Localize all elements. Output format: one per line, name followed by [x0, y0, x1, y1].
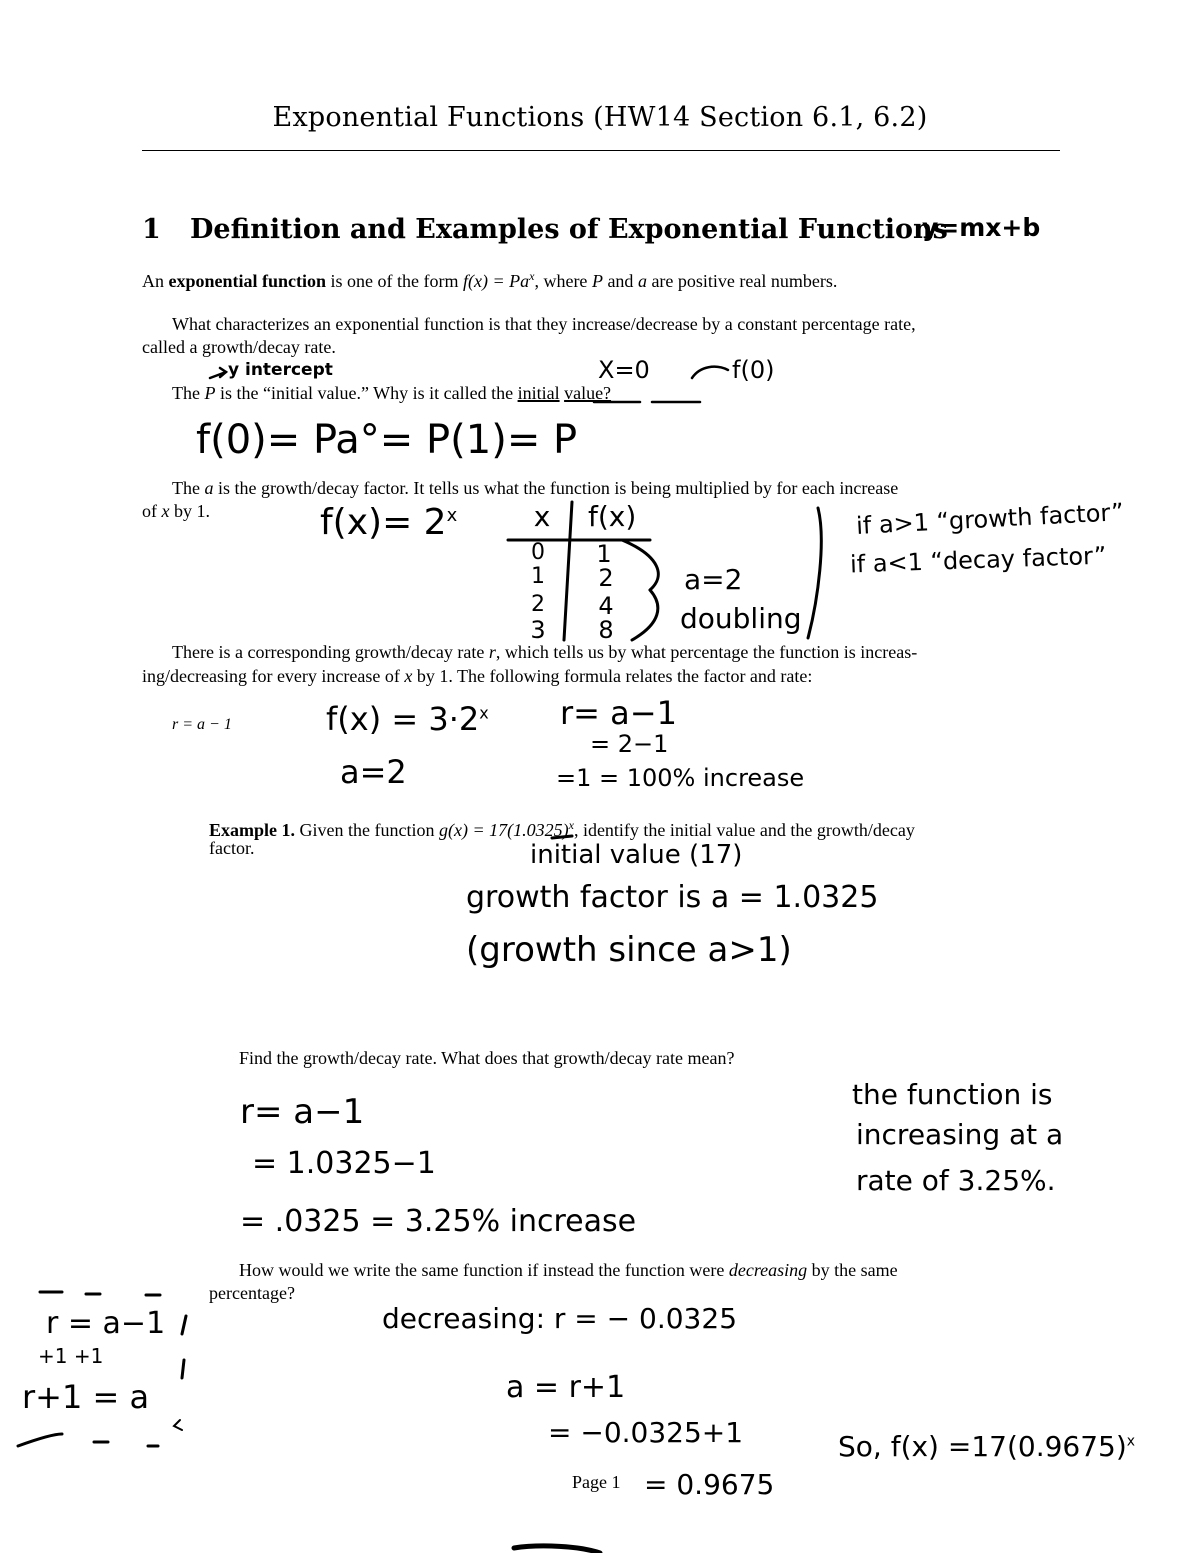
hw-slope-intercept: y=mx+b	[922, 213, 1041, 242]
example-1-line-1: Example 1. Given the function $g(x) = 17(1.0325)^x$, identify the initial value and the growth/decay	[209, 818, 915, 840]
how-line-1: How would we write the same function if instead the function were decreasing by the same	[239, 1260, 898, 1280]
factor-line-2: of x by 1.	[142, 501, 210, 521]
rate-line-1: There is a corresponding growth/decay rate r, which tells us by what percentage the function is increas-	[172, 642, 918, 662]
hw-if-growth-factor: if a>1 “growth factor”	[855, 498, 1125, 540]
hw-table-cell: 4	[598, 592, 614, 620]
hw-table-cell: 1	[531, 564, 545, 589]
hw-f-of-0: f(0)	[732, 356, 775, 384]
hw-a-calc-2: = 0.9675	[644, 1468, 775, 1501]
hw-f-equals-3-2x: $f(x) = 3\cdot 2^x$	[326, 700, 489, 738]
table-vertical-line	[564, 502, 572, 640]
section-number: 1	[142, 214, 161, 245]
initial-value-question: The P is the “initial value.” Why is it called the initial value?	[172, 383, 612, 403]
hw-r2-line-2: = 1.0325−1	[252, 1146, 436, 1181]
example-1-label: Example 1.	[209, 820, 296, 840]
rate-line-2: ing/decreasing for every increase of x by 1. The following formula relates the factor and rate:	[142, 666, 813, 686]
hw-table-cell: 2	[531, 592, 545, 617]
hw-margin-plus: +1 +1	[38, 1344, 104, 1368]
hw-r-line-3: =1 = 100% increase	[556, 764, 805, 792]
hw-meaning-line-3: rate of 3.25%.	[856, 1164, 1056, 1197]
how-line-2: percentage?	[209, 1283, 295, 1303]
definition-paragraph: An exponential function is one of the form $f(x) = Pa^x$, where P and a are positive real numbers.	[142, 269, 838, 291]
hw-meaning-line-2: increasing at a	[856, 1118, 1064, 1151]
hw-margin-r: r = a−1	[46, 1306, 166, 1341]
hw-so-f-of-x: So, $f(x) =17(0.9675)^x$	[838, 1430, 1136, 1463]
hw-f-equals-2x: $f(x)= 2^x$	[320, 502, 458, 543]
hw-r2-line-1: r= a−1	[240, 1092, 365, 1132]
hw-growth-factor: growth factor is a = 1.0325	[466, 880, 879, 915]
hw-table-cell: 8	[598, 616, 614, 644]
rate-formula: r = a − 1	[172, 716, 232, 733]
underline-value: value?	[564, 383, 612, 403]
characterizes-line-1: What characterizes an exponential function is that they increase/decrease by a constant percentage rate,	[172, 314, 916, 334]
hw-table-header-x: x	[533, 500, 551, 533]
hw-if-decay-factor: if a<1 “decay factor”	[849, 541, 1107, 579]
underline-stroke	[552, 836, 572, 838]
hw-meaning-line-1: the function is	[852, 1078, 1053, 1111]
find-rate-question: Find the growth/decay rate. What does that growth/decay rate mean?	[239, 1048, 735, 1068]
hw-growth-since: (growth since a>1)	[466, 930, 792, 970]
document-title: Exponential Functions (HW14 Section 6.1, 6.2)	[272, 102, 928, 133]
underline-initial: initial	[517, 383, 560, 403]
margin-tick	[174, 1420, 182, 1430]
hw-table-cell: 2	[598, 564, 614, 592]
hw-a-calc-1: = −0.0325+1	[548, 1416, 744, 1449]
page-number: Page 1	[572, 1472, 621, 1492]
hw-decreasing: decreasing: r = − 0.0325	[382, 1302, 738, 1335]
hw-doubling: doubling	[680, 602, 802, 635]
margin-dash	[18, 1434, 62, 1446]
arrow-stroke	[692, 367, 728, 378]
factor-line-1: The a is the growth/decay factor. It tells us what the function is being multiplied by for each increase	[172, 478, 899, 498]
hw-table-cell: 0	[531, 540, 545, 565]
margin-tick	[182, 1316, 186, 1334]
brace-stroke	[632, 590, 658, 640]
separator-stroke	[808, 508, 821, 638]
section-title: Definition and Examples of Exponential Functions	[190, 214, 948, 245]
brace-stroke	[622, 540, 658, 590]
characterizes-line-2: called a growth/decay rate.	[142, 337, 336, 357]
bottom-pen-stroke	[514, 1546, 600, 1553]
term-exponential-function: exponential function	[168, 271, 327, 291]
hw-f0-evaluation: f(0)= Pa°= P(1)= P	[196, 417, 578, 463]
margin-tick	[182, 1360, 184, 1378]
hw-table-header-fx: f(x)	[588, 500, 637, 533]
hw-a-equals-2-b: a=2	[340, 753, 407, 791]
hw-table-cell: 1	[596, 540, 612, 568]
hw-initial-value-17: initial value (17)	[530, 840, 743, 870]
hw-r-line-1: r= a−1	[560, 694, 677, 732]
hw-a-equals-2: a=2	[684, 563, 743, 596]
hw-r-line-2: = 2−1	[590, 730, 669, 758]
hw-x-equals-0: X=0	[598, 356, 650, 384]
hw-r2-line-3: = .0325 = 3.25% increase	[240, 1204, 637, 1239]
hw-margin-r-plus-1: r+1 = a	[22, 1378, 150, 1416]
hw-table-cell: 3	[530, 616, 546, 644]
hw-y-intercept: y intercept	[228, 360, 333, 380]
example-1-line-2: factor.	[209, 838, 255, 858]
hw-a-equals-r-plus-1: a = r+1	[506, 1370, 626, 1405]
